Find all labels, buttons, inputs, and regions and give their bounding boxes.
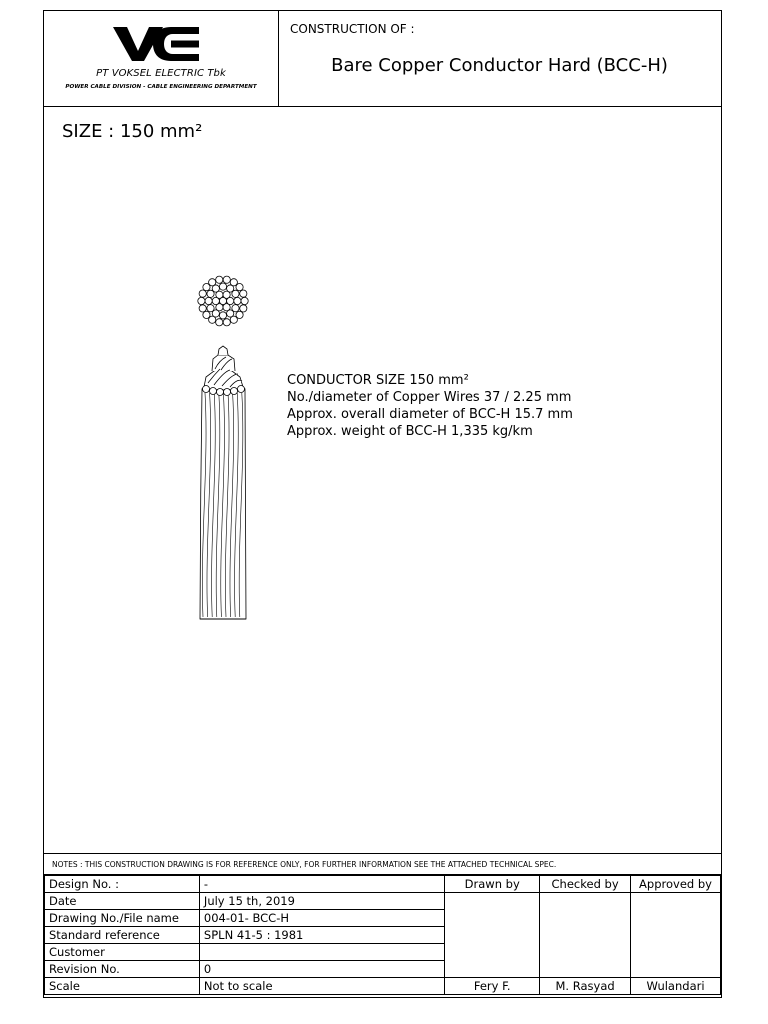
scale-value: Not to scale — [199, 978, 444, 995]
wire-strand — [219, 312, 226, 319]
division-name: POWER CABLE DIVISION - CABLE ENGINEERING DEPARTMENT — [65, 84, 257, 90]
wire-strand — [198, 297, 205, 304]
design-no-label: Design No. : — [45, 876, 200, 893]
wire-strand — [203, 311, 210, 318]
size-label: SIZE : 150 mm² — [62, 121, 203, 142]
wire-strand — [240, 290, 247, 297]
notes-bar — [44, 853, 721, 875]
checked-by-name: M. Rasyad — [540, 978, 631, 995]
table-row — [45, 893, 721, 910]
drawn-by-header: Drawn by — [445, 876, 540, 893]
construction-label: CONSTRUCTION OF : — [290, 22, 415, 36]
drawing-no-label: Drawing No./File name — [45, 910, 200, 927]
title-block — [44, 875, 721, 995]
revision-value: 0 — [199, 961, 444, 978]
wire-strand — [205, 297, 212, 304]
scale-label: Scale — [45, 978, 200, 995]
drawing-title: Bare Copper Conductor Hard (BCC-H) — [331, 55, 668, 76]
spec-line: No./diameter of Copper Wires 37 / 2.25 mm — [287, 390, 572, 405]
table-row — [45, 876, 721, 893]
wire-strand — [223, 319, 230, 326]
header — [44, 11, 721, 107]
conductor-cross-section — [198, 276, 248, 326]
wire-strand — [199, 290, 206, 297]
wire-strand — [207, 305, 214, 312]
wire-strand — [219, 283, 226, 290]
drawing-sheet — [43, 10, 722, 998]
wire-strand — [240, 305, 247, 312]
approved-by-name: Wulandari — [631, 978, 721, 995]
conductor-illustration — [184, 271, 264, 631]
drawn-by-name: Fery F. — [445, 978, 540, 995]
conductor-side-view — [200, 346, 246, 619]
standard-value: SPLN 41-5 : 1981 — [199, 927, 444, 944]
standard-label: Standard reference — [45, 927, 200, 944]
notes-text: NOTES : THIS CONSTRUCTION DRAWING IS FOR REFERENCE ONLY, FOR FURTHER INFORMATION SEE THE ATTACHED TECHNICAL SPEC. — [52, 860, 557, 869]
wire-strand — [236, 284, 243, 291]
approved-by-header: Approved by — [631, 876, 721, 893]
wire-strand — [241, 297, 248, 304]
spec-line: Approx. weight of BCC-H 1,335 kg/km — [287, 424, 533, 439]
company-name: PT VOKSEL ELECTRIC Tbk — [96, 68, 226, 79]
date-value: July 15 th, 2019 — [199, 893, 444, 910]
wire-strand — [234, 297, 241, 304]
wire-strand — [209, 279, 216, 286]
wire-strand — [216, 276, 223, 283]
wire-strand — [232, 290, 239, 297]
checked-by-header: Checked by — [540, 876, 631, 893]
conductor-specs — [287, 372, 573, 440]
voksel-logo-icon — [111, 25, 201, 63]
spec-line: Approx. overall diameter of BCC-H 15.7 mm — [287, 407, 573, 422]
date-label: Date — [45, 893, 200, 910]
customer-label: Customer — [45, 944, 200, 961]
design-no-value: - — [199, 876, 444, 893]
spec-line: CONDUCTOR SIZE 150 mm² — [287, 373, 469, 388]
checked-by-signature — [540, 893, 631, 978]
wire-strand — [199, 305, 206, 312]
approved-by-signature — [631, 893, 721, 978]
wire-strand — [216, 319, 223, 326]
wire-strand — [223, 276, 230, 283]
logo-cell — [44, 11, 279, 106]
table-row — [45, 978, 721, 995]
customer-value — [199, 944, 444, 961]
wire-strand — [230, 316, 237, 323]
drawing-no-value: 004-01- BCC-H — [199, 910, 444, 927]
drawn-by-signature — [445, 893, 540, 978]
revision-label: Revision No. — [45, 961, 200, 978]
